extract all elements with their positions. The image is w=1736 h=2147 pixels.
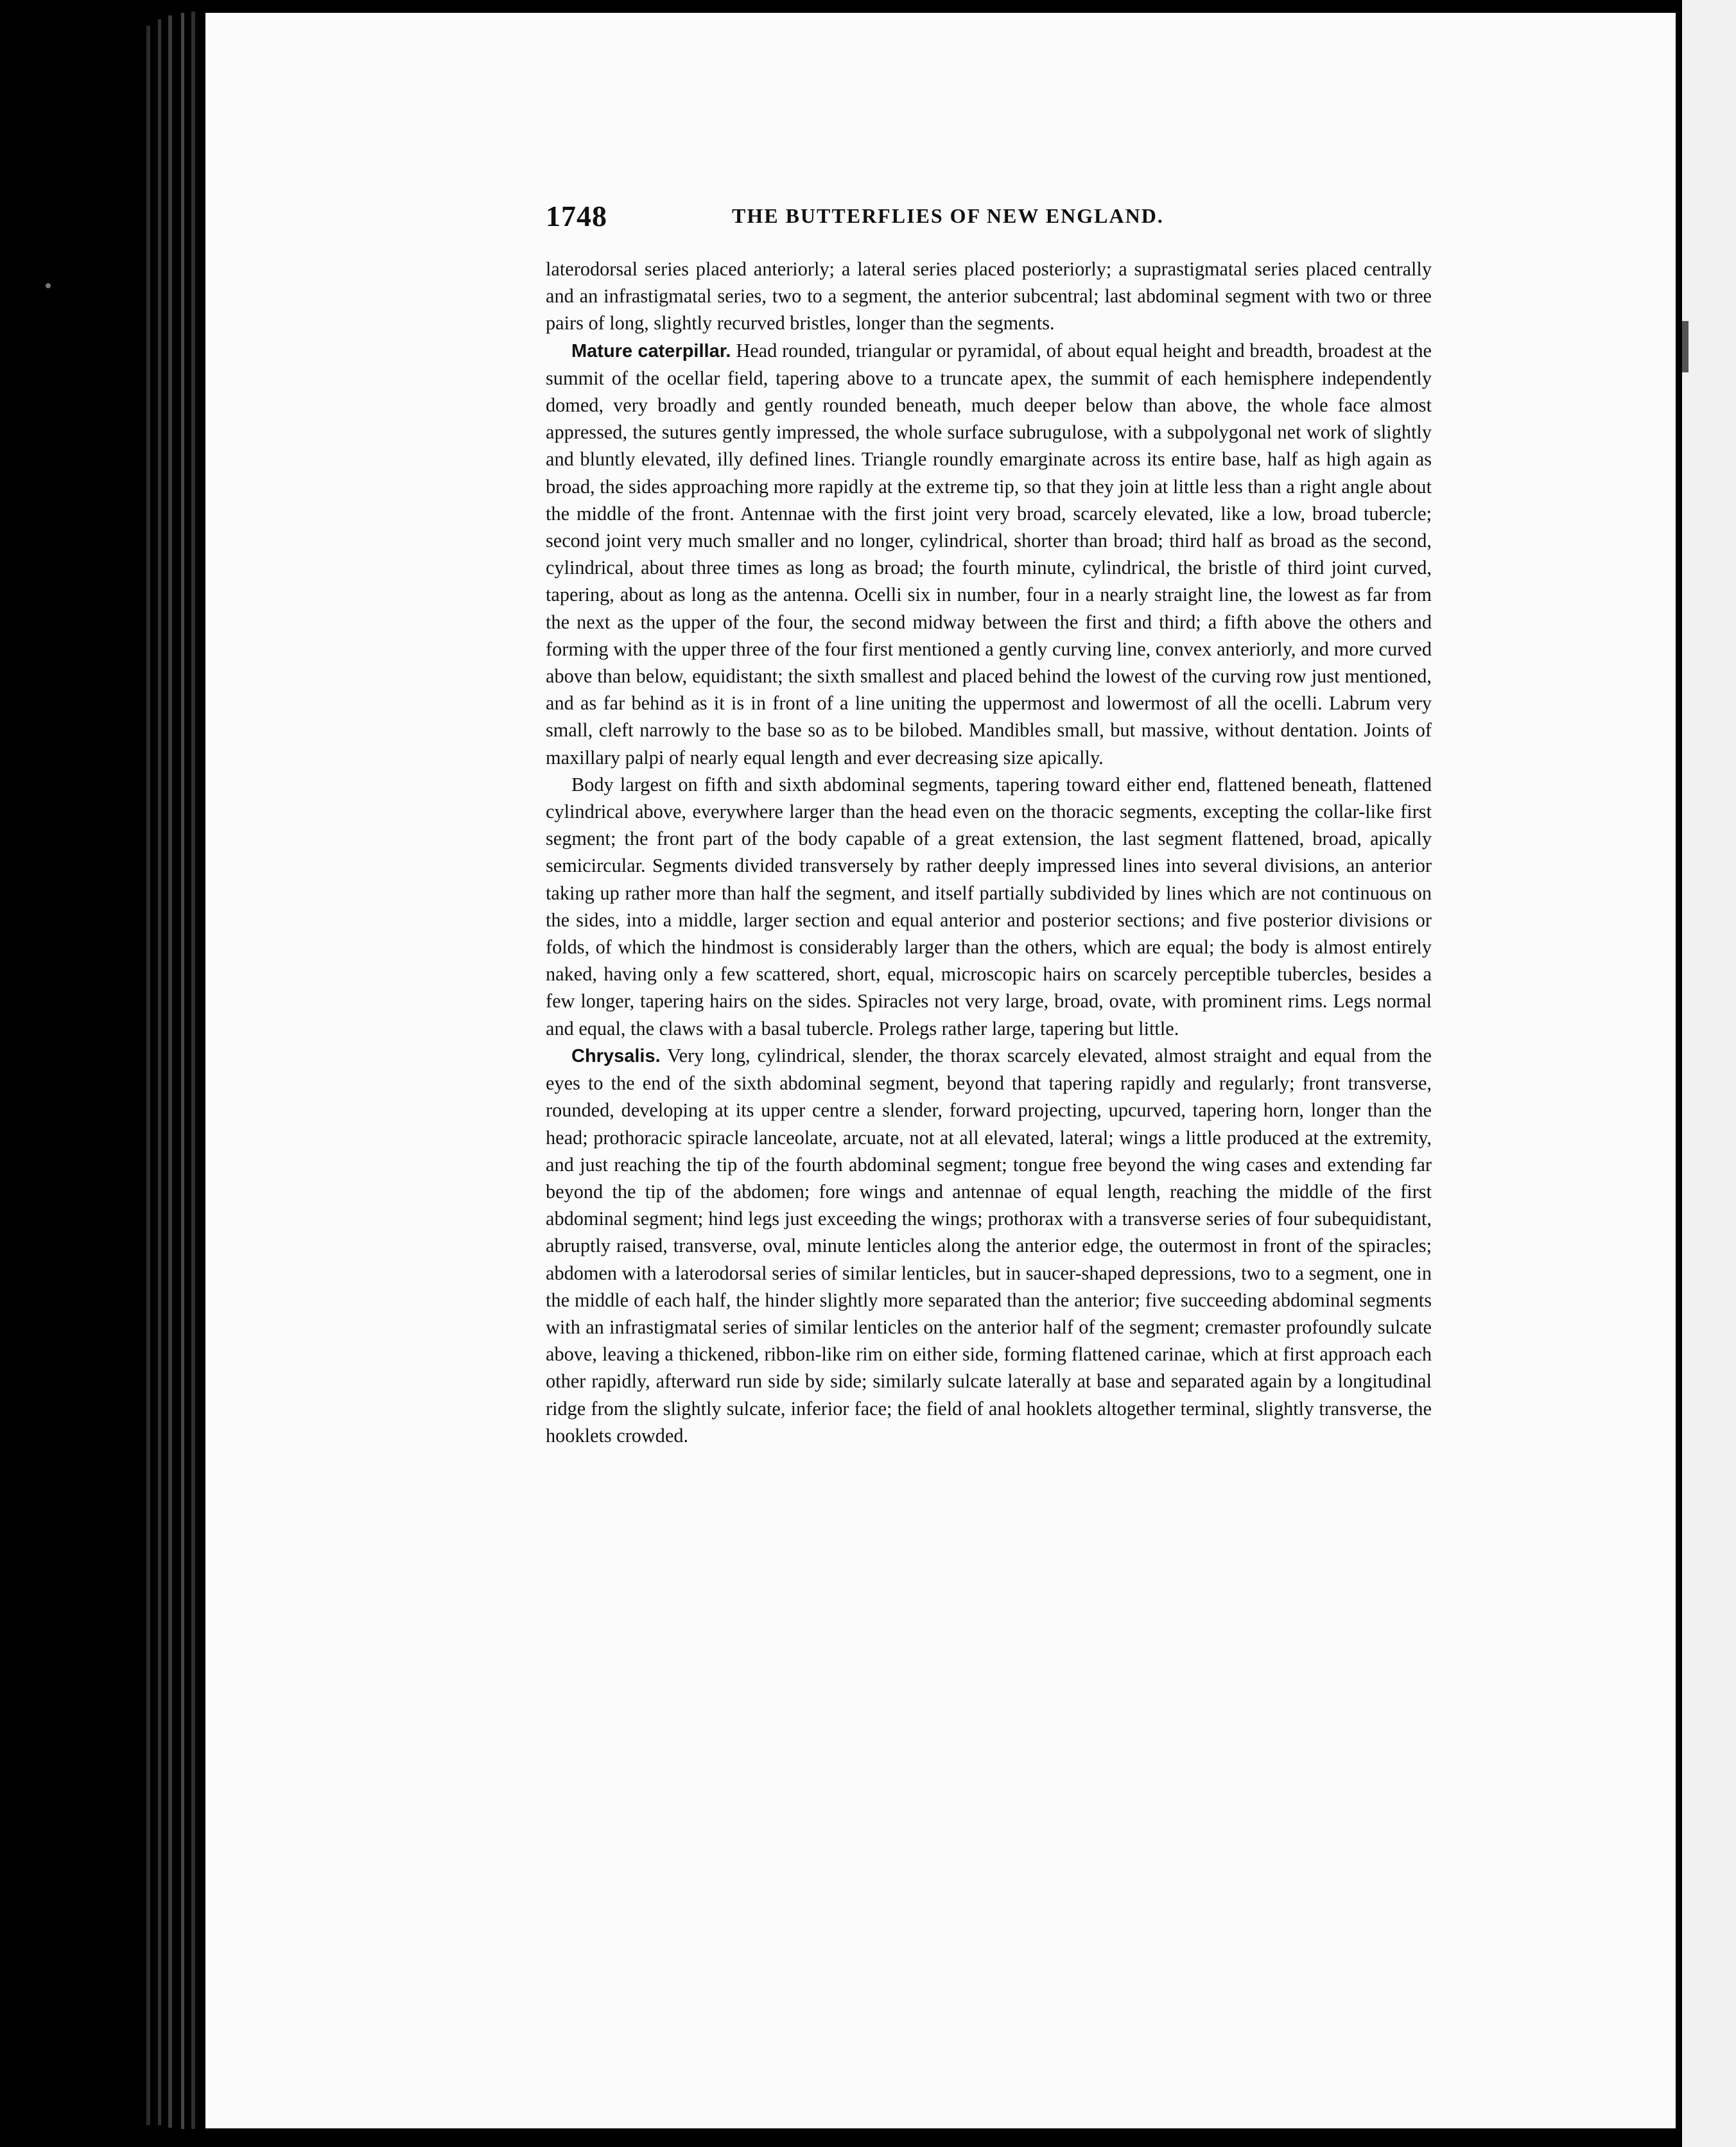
- paragraph-larval-series: laterodorsal series placed anteriorly; a lateral series placed posteriorly; a suprastigmatal series placed centrally and an infrastigmatal series, two to a segment, the anterior subcentral; last abdominal segment with two or three pairs of long, slightly recurved bristles, longer than the segments.: [546, 258, 1432, 335]
- section-heading-chrysalis: Chrysalis.: [571, 1045, 661, 1066]
- paragraph-body-description: Body largest on fifth and sixth abdominal segments, tapering toward either end, flattened beneath, flattened cylindrical above, everywhere larger than the head even on the thoracic segments, excepting the collar-like first segment; the front part of the body capable of a great extension, the last segment flattened, broad, apically semicircular. Segments divided transversely by rather deeply impressed lines into several divisions, an anterior taking up rather more than half the segment, and itself partially subdivided by lines which are not continuous on the sides, into a middle, larger section and equal anterior and posterior sections; and five posterior divisions or folds, of which the hindmost is considerably larger than the others, which are equal; the body is almost entirely naked, having only a few scattered, short, equal, microscopic hairs on scarcely perceptible tubercles, besides a few longer, tapering hairs on the sides. Spiracles not very large, broad, ovate, with prominent rims. Legs normal and equal, the claws with a basal tubercle. Prolegs rather large, tapering but little.: [546, 773, 1432, 1039]
- body-text: [546, 256, 1432, 1449]
- page-number: 1748: [546, 200, 607, 232]
- section-heading-mature-caterpillar: Mature caterpillar.: [571, 340, 731, 361]
- running-title: THE BUTTERFLIES OF NEW ENGLAND.: [732, 204, 1164, 227]
- paragraph-mature-caterpillar: [546, 337, 1432, 771]
- paragraph-chrysalis: [546, 1042, 1432, 1449]
- paragraph-text: Very long, cylindrical, slender, the thorax scarcely elevated, almost straight and equal from the eyes to the end of the sixth abdominal segment, beyond that tapering rapidly and regularly; front transverse, rounded, developing at its upper centre a slender, forward projecting, upcurved, tapering horn, longer than the head; prothoracic spiracle lanceolate, arcuate, not at all elevated, lateral; wings a little produced at the extremity, and just reaching the tip of the fourth abdominal segment; tongue free beyond the wing cases and extending far beyond the tip of the abdomen; fore wings and antennae of equal length, reaching the middle of the first abdominal segment; hind legs just exceeding the wings; prothorax with a transverse series of four subequidistant, abruptly raised, transverse, oval, minute lenticles along the anterior edge, the outermost in front of the spiracles; abdomen with a laterodorsal series of similar lenticles, but in saucer-shaped depressions, two to a segment, one in the middle of each half, the hinder slightly more separated than the anterior; five succeeding abdominal segments with an infrastigmatal series of similar lenticles on the anterior half of the segment; cremaster profoundly sulcate above, leaving a thickened, ribbon-like rim on either side, forming flattened carinae, which at first approach each other rapidly, afterward run side by side; similarly sulcate laterally at base and separated again by a longitudinal ridge from the slightly sulcate, inferior face; the field of anal hooklets altogether terminal, slightly transverse, the hooklets crowded.: [546, 1044, 1432, 1447]
- paragraph-text: Head rounded, triangular or pyramidal, of about equal height and breadth, broadest at the summit of the ocellar field, tapering above to a truncate apex, the summit of each hemisphere independently domed, very broadly and gently rounded beneath, much deeper below than above, the whole face almost appressed, the sutures gently impressed, the whole surface subrugulose, with a subpolygonal net work of slightly and bluntly elevated, illy defined lines. Triangle roundly emarginate across its entire base, half as high again as broad, the sides approaching more rapidly at the extreme tip, so that they join at little less than a right angle about the middle of the front. Antennae with the first joint very broad, scarcely elevated, like a low, broad tubercle; second joint very much smaller and no longer, cylindrical, shorter than broad; third half as broad as the second, cylindrical, about three times as long as broad; the fourth minute, cylindrical, the bristle of third joint curved, tapering, about as long as the antenna. Ocelli six in number, four in a nearly straight line, the lowest as far from the next as the upper of the four, the second midway between the first and third; a fifth above the others and forming with the upper three of the four first mentioned a gently curving line, convex anteriorly, and more curved above than below, equidistant; the sixth smallest and placed behind the lowest of the curving row just mentioned, and as far behind as it is in front of a line uniting the uppermost and lowermost of all the ocelli. Labrum very small, cleft narrowly to the base so as to be bilobed. Mandibles small, but massive, without dentation. Joints of maxillary palpi of nearly equal length and ever decreasing size apically.: [546, 339, 1432, 769]
- page-header: [546, 199, 1246, 238]
